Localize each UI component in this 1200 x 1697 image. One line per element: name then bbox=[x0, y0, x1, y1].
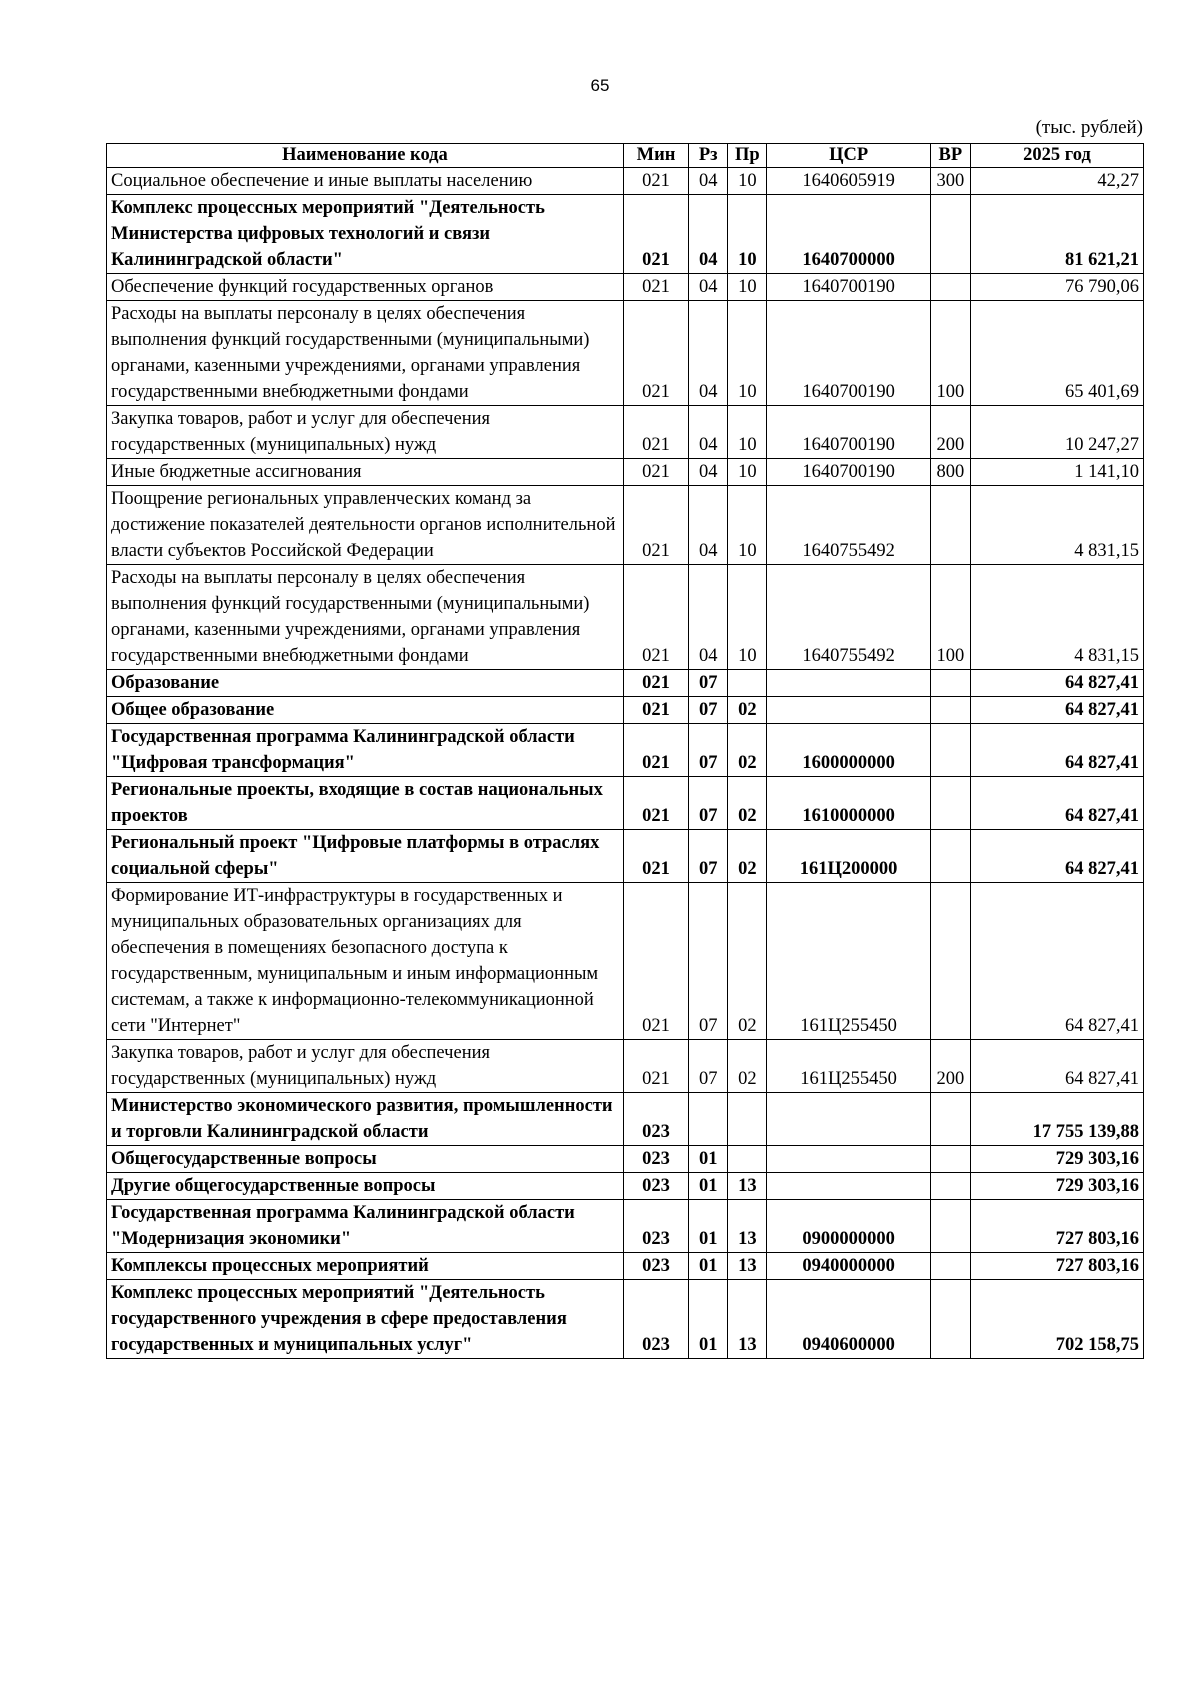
cell-name: Поощрение региональных управленческих команд за достижение показателей деятельности органов исполнительной власти субъектов Российской Федерации bbox=[107, 486, 624, 565]
cell-min: 021 bbox=[623, 486, 688, 565]
cell-name: Закупка товаров, работ и услуг для обеспечения государственных (муниципальных) нужд bbox=[107, 406, 624, 459]
cell-pr: 02 bbox=[728, 724, 767, 777]
cell-name: Образование bbox=[107, 670, 624, 697]
cell-min: 023 bbox=[623, 1253, 688, 1280]
cell-min: 021 bbox=[623, 406, 688, 459]
cell-pr: 13 bbox=[728, 1280, 767, 1359]
cell-min: 021 bbox=[623, 565, 688, 670]
cell-min: 021 bbox=[623, 697, 688, 724]
cell-pr: 10 bbox=[728, 195, 767, 274]
column-header-csr: ЦСР bbox=[767, 144, 930, 168]
cell-vr bbox=[930, 1253, 970, 1280]
cell-vr bbox=[930, 724, 970, 777]
cell-csr: 1640700000 bbox=[767, 195, 930, 274]
cell-csr bbox=[767, 1173, 930, 1200]
table-row bbox=[107, 195, 1144, 274]
table-row bbox=[107, 1093, 1144, 1146]
table-row bbox=[107, 274, 1144, 301]
cell-amount: 4 831,15 bbox=[970, 486, 1143, 565]
cell-min: 023 bbox=[623, 1173, 688, 1200]
cell-amount: 81 621,21 bbox=[970, 195, 1143, 274]
cell-pr: 13 bbox=[728, 1173, 767, 1200]
cell-name: Комплекс процессных мероприятий "Деятельность государственного учреждения в сфере предоставления государственных и муниципальных услуг" bbox=[107, 1280, 624, 1359]
cell-name: Социальное обеспечение и иные выплаты населению bbox=[107, 168, 624, 195]
table-row bbox=[107, 1040, 1144, 1093]
table-row bbox=[107, 1173, 1144, 1200]
cell-csr: 1600000000 bbox=[767, 724, 930, 777]
cell-pr: 02 bbox=[728, 883, 767, 1040]
column-header-name: Наименование кода bbox=[107, 144, 624, 168]
table-header-row bbox=[107, 144, 1144, 168]
cell-min: 021 bbox=[623, 777, 688, 830]
cell-amount: 702 158,75 bbox=[970, 1280, 1143, 1359]
cell-rz: 04 bbox=[689, 486, 728, 565]
column-header-vr: ВР bbox=[930, 144, 970, 168]
cell-name: Иные бюджетные ассигнования bbox=[107, 459, 624, 486]
cell-csr: 1640700190 bbox=[767, 274, 930, 301]
cell-name: Региональный проект "Цифровые платформы в отраслях социальной сферы" bbox=[107, 830, 624, 883]
cell-vr bbox=[930, 1200, 970, 1253]
cell-rz: 01 bbox=[689, 1146, 728, 1173]
cell-rz: 07 bbox=[689, 1040, 728, 1093]
cell-vr bbox=[930, 697, 970, 724]
cell-pr: 10 bbox=[728, 406, 767, 459]
cell-name: Формирование ИТ-инфраструктуры в государственных и муниципальных образовательных организациях для обеспечения в помещениях безопасного доступа к государственным, муниципальным и иным информационным системам, а также к информационно-телекоммуникационной сети "Интернет" bbox=[107, 883, 624, 1040]
table-row bbox=[107, 777, 1144, 830]
cell-vr bbox=[930, 1173, 970, 1200]
cell-pr: 10 bbox=[728, 274, 767, 301]
cell-rz: 04 bbox=[689, 301, 728, 406]
cell-pr: 02 bbox=[728, 830, 767, 883]
column-header-amount: 2025 год bbox=[970, 144, 1143, 168]
cell-name: Министерство экономического развития, промышленности и торговли Калининградской области bbox=[107, 1093, 624, 1146]
cell-min: 021 bbox=[623, 830, 688, 883]
cell-rz: 04 bbox=[689, 459, 728, 486]
cell-csr: 0940000000 bbox=[767, 1253, 930, 1280]
cell-rz: 07 bbox=[689, 670, 728, 697]
table-row bbox=[107, 168, 1144, 195]
cell-amount: 64 827,41 bbox=[970, 670, 1143, 697]
cell-rz: 04 bbox=[689, 274, 728, 301]
cell-vr: 100 bbox=[930, 565, 970, 670]
cell-vr: 800 bbox=[930, 459, 970, 486]
table-body bbox=[107, 168, 1144, 1359]
cell-csr: 161Ц200000 bbox=[767, 830, 930, 883]
column-header-pr: Пр bbox=[728, 144, 767, 168]
cell-vr: 200 bbox=[930, 406, 970, 459]
cell-rz bbox=[689, 1093, 728, 1146]
cell-pr: 10 bbox=[728, 301, 767, 406]
cell-vr bbox=[930, 883, 970, 1040]
cell-min: 023 bbox=[623, 1280, 688, 1359]
cell-vr bbox=[930, 670, 970, 697]
cell-rz: 01 bbox=[689, 1280, 728, 1359]
cell-rz: 07 bbox=[689, 883, 728, 1040]
cell-pr: 10 bbox=[728, 486, 767, 565]
cell-amount: 64 827,41 bbox=[970, 697, 1143, 724]
cell-amount: 727 803,16 bbox=[970, 1253, 1143, 1280]
cell-min: 023 bbox=[623, 1146, 688, 1173]
cell-csr: 161Ц255450 bbox=[767, 883, 930, 1040]
cell-pr: 13 bbox=[728, 1200, 767, 1253]
budget-table bbox=[106, 143, 1144, 1359]
cell-rz: 04 bbox=[689, 406, 728, 459]
cell-amount: 64 827,41 bbox=[970, 1040, 1143, 1093]
table-row bbox=[107, 670, 1144, 697]
cell-csr: 1640700190 bbox=[767, 301, 930, 406]
table-row bbox=[107, 301, 1144, 406]
cell-amount: 64 827,41 bbox=[970, 777, 1143, 830]
table-row bbox=[107, 1280, 1144, 1359]
cell-amount: 65 401,69 bbox=[970, 301, 1143, 406]
table-row bbox=[107, 1200, 1144, 1253]
units-label: (тыс. рублей) bbox=[1035, 117, 1143, 138]
cell-name: Закупка товаров, работ и услуг для обеспечения государственных (муниципальных) нужд bbox=[107, 1040, 624, 1093]
cell-rz: 04 bbox=[689, 168, 728, 195]
cell-csr bbox=[767, 1146, 930, 1173]
cell-csr: 0940600000 bbox=[767, 1280, 930, 1359]
cell-amount: 42,27 bbox=[970, 168, 1143, 195]
cell-amount: 729 303,16 bbox=[970, 1146, 1143, 1173]
cell-min: 021 bbox=[623, 274, 688, 301]
cell-min: 023 bbox=[623, 1200, 688, 1253]
cell-amount: 4 831,15 bbox=[970, 565, 1143, 670]
cell-amount: 10 247,27 bbox=[970, 406, 1143, 459]
cell-name: Общегосударственные вопросы bbox=[107, 1146, 624, 1173]
cell-vr bbox=[930, 274, 970, 301]
cell-name: Комплексы процессных мероприятий bbox=[107, 1253, 624, 1280]
table-row bbox=[107, 883, 1144, 1040]
cell-csr bbox=[767, 697, 930, 724]
cell-amount: 76 790,06 bbox=[970, 274, 1143, 301]
cell-vr: 300 bbox=[930, 168, 970, 195]
cell-vr bbox=[930, 195, 970, 274]
cell-vr bbox=[930, 486, 970, 565]
cell-amount: 1 141,10 bbox=[970, 459, 1143, 486]
cell-min: 021 bbox=[623, 195, 688, 274]
cell-name: Другие общегосударственные вопросы bbox=[107, 1173, 624, 1200]
cell-rz: 01 bbox=[689, 1200, 728, 1253]
cell-min: 021 bbox=[623, 459, 688, 486]
cell-vr: 100 bbox=[930, 301, 970, 406]
cell-vr bbox=[930, 1093, 970, 1146]
cell-amount: 64 827,41 bbox=[970, 883, 1143, 1040]
cell-vr bbox=[930, 1146, 970, 1173]
table-row bbox=[107, 486, 1144, 565]
cell-name: Государственная программа Калининградской области "Цифровая трансформация" bbox=[107, 724, 624, 777]
cell-pr bbox=[728, 670, 767, 697]
cell-min: 021 bbox=[623, 301, 688, 406]
cell-csr: 1640605919 bbox=[767, 168, 930, 195]
cell-csr: 1640700190 bbox=[767, 406, 930, 459]
cell-name: Расходы на выплаты персоналу в целях обеспечения выполнения функций государственными (муниципальными) органами, казенными учреждениями, органами управления государственными внебюджетными фондами bbox=[107, 565, 624, 670]
table-row bbox=[107, 406, 1144, 459]
cell-name: Общее образование bbox=[107, 697, 624, 724]
column-header-min: Мин bbox=[623, 144, 688, 168]
table-row bbox=[107, 697, 1144, 724]
cell-vr bbox=[930, 830, 970, 883]
cell-pr: 02 bbox=[728, 777, 767, 830]
cell-min: 021 bbox=[623, 168, 688, 195]
page-number: 65 bbox=[590, 76, 610, 95]
table-row bbox=[107, 1253, 1144, 1280]
cell-pr: 10 bbox=[728, 168, 767, 195]
cell-rz: 01 bbox=[689, 1253, 728, 1280]
cell-min: 021 bbox=[623, 1040, 688, 1093]
cell-pr: 02 bbox=[728, 697, 767, 724]
cell-name: Региональные проекты, входящие в состав национальных проектов bbox=[107, 777, 624, 830]
table-row bbox=[107, 565, 1144, 670]
cell-vr: 200 bbox=[930, 1040, 970, 1093]
cell-rz: 07 bbox=[689, 724, 728, 777]
cell-pr: 02 bbox=[728, 1040, 767, 1093]
cell-pr: 10 bbox=[728, 565, 767, 670]
cell-amount: 64 827,41 bbox=[970, 830, 1143, 883]
cell-name: Комплекс процессных мероприятий "Деятельность Министерства цифровых технологий и связи Калининградской области" bbox=[107, 195, 624, 274]
cell-pr bbox=[728, 1093, 767, 1146]
cell-min: 021 bbox=[623, 724, 688, 777]
table-row bbox=[107, 724, 1144, 777]
cell-csr: 1640755492 bbox=[767, 486, 930, 565]
cell-amount: 727 803,16 bbox=[970, 1200, 1143, 1253]
table-row bbox=[107, 459, 1144, 486]
cell-pr: 10 bbox=[728, 459, 767, 486]
cell-rz: 07 bbox=[689, 830, 728, 883]
column-header-rz: Рз bbox=[689, 144, 728, 168]
cell-csr bbox=[767, 670, 930, 697]
cell-csr: 0900000000 bbox=[767, 1200, 930, 1253]
cell-min: 023 bbox=[623, 1093, 688, 1146]
cell-rz: 01 bbox=[689, 1173, 728, 1200]
cell-csr: 1610000000 bbox=[767, 777, 930, 830]
cell-rz: 07 bbox=[689, 777, 728, 830]
cell-name: Государственная программа Калининградской области "Модернизация экономики" bbox=[107, 1200, 624, 1253]
cell-vr bbox=[930, 1280, 970, 1359]
cell-pr: 13 bbox=[728, 1253, 767, 1280]
cell-csr: 1640700190 bbox=[767, 459, 930, 486]
cell-rz: 07 bbox=[689, 697, 728, 724]
cell-min: 021 bbox=[623, 883, 688, 1040]
cell-name: Обеспечение функций государственных органов bbox=[107, 274, 624, 301]
cell-vr bbox=[930, 777, 970, 830]
cell-amount: 17 755 139,88 bbox=[970, 1093, 1143, 1146]
cell-rz: 04 bbox=[689, 565, 728, 670]
cell-pr bbox=[728, 1146, 767, 1173]
table-row bbox=[107, 1146, 1144, 1173]
cell-amount: 64 827,41 bbox=[970, 724, 1143, 777]
cell-rz: 04 bbox=[689, 195, 728, 274]
cell-amount: 729 303,16 bbox=[970, 1173, 1143, 1200]
cell-csr bbox=[767, 1093, 930, 1146]
table-row bbox=[107, 830, 1144, 883]
cell-csr: 1640755492 bbox=[767, 565, 930, 670]
cell-csr: 161Ц255450 bbox=[767, 1040, 930, 1093]
cell-min: 021 bbox=[623, 670, 688, 697]
cell-name: Расходы на выплаты персоналу в целях обеспечения выполнения функций государственными (муниципальными) органами, казенными учреждениями, органами управления государственными внебюджетными фондами bbox=[107, 301, 624, 406]
